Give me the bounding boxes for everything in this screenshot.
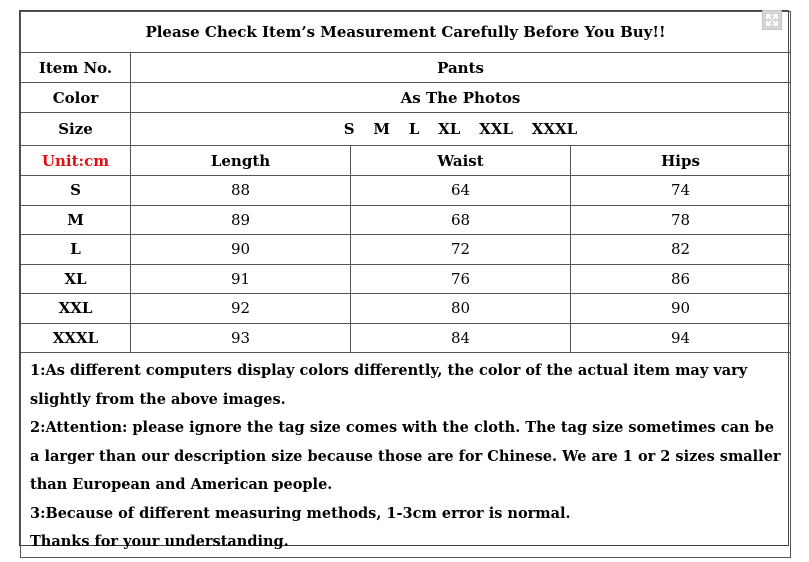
notes-section — [21, 353, 791, 558]
size-option: XL — [438, 120, 461, 138]
row-size: L — [21, 235, 131, 265]
cell-hips: 78 — [571, 205, 791, 235]
row-size: S — [21, 176, 131, 206]
cell-length: 91 — [131, 264, 351, 294]
size-option: XXXL — [531, 120, 578, 138]
item-no-label: Item No. — [21, 53, 131, 83]
size-label: Size — [21, 113, 131, 146]
cell-length: 88 — [131, 176, 351, 206]
cell-waist: 76 — [351, 264, 571, 294]
row-size: XL — [21, 264, 131, 294]
table-row — [21, 205, 791, 235]
note-2: 2:Attention: please ignore the tag size comes with the cloth. The tag size sometimes can be a larger than our description size because those are for Chinese. We are 1 or 2 sizes smaller than European and American people. — [30, 419, 781, 493]
row-size: XXL — [21, 294, 131, 324]
expand-icon[interactable] — [762, 10, 782, 30]
cell-waist: 64 — [351, 176, 571, 206]
size-option: XXL — [479, 120, 513, 138]
cell-hips: 94 — [571, 323, 791, 353]
size-chart — [19, 10, 789, 550]
thanks-note: Thanks for your understanding. — [30, 533, 289, 550]
table-row — [21, 235, 791, 265]
size-option: L — [408, 120, 420, 138]
size-option: S — [343, 120, 355, 138]
color-value: As The Photos — [131, 83, 791, 113]
cell-hips: 86 — [571, 264, 791, 294]
size-option: M — [373, 120, 391, 138]
cell-waist: 68 — [351, 205, 571, 235]
expand-arrows-icon — [763, 11, 781, 29]
item-no-value: Pants — [131, 53, 791, 83]
cell-hips: 90 — [571, 294, 791, 324]
unit-label: Unit:cm — [21, 146, 131, 176]
cell-length: 93 — [131, 323, 351, 353]
cell-length: 90 — [131, 235, 351, 265]
cell-waist: 80 — [351, 294, 571, 324]
cell-waist: 72 — [351, 235, 571, 265]
table-row — [21, 294, 791, 324]
cell-hips: 82 — [571, 235, 791, 265]
table-row — [21, 264, 791, 294]
table-row — [21, 176, 791, 206]
row-size: M — [21, 205, 131, 235]
column-header-hips: Hips — [571, 146, 791, 176]
row-size: XXXL — [21, 323, 131, 353]
measurement-table — [20, 11, 791, 558]
column-header-length: Length — [131, 146, 351, 176]
note-1: 1:As different computers display colors differently, the color of the actual item may vary slightly from the above images. — [30, 362, 748, 408]
column-header-waist: Waist — [351, 146, 571, 176]
note-3: 3:Because of different measuring methods, 1-3cm error is normal. — [30, 504, 571, 522]
cell-waist: 84 — [351, 323, 571, 353]
cell-length: 89 — [131, 205, 351, 235]
color-label: Color — [21, 83, 131, 113]
chart-title: Please Check Item’s Measurement Carefully Before You Buy!! — [21, 12, 791, 53]
table-row — [21, 323, 791, 353]
size-options — [131, 113, 791, 146]
cell-hips: 74 — [571, 176, 791, 206]
cell-length: 92 — [131, 294, 351, 324]
